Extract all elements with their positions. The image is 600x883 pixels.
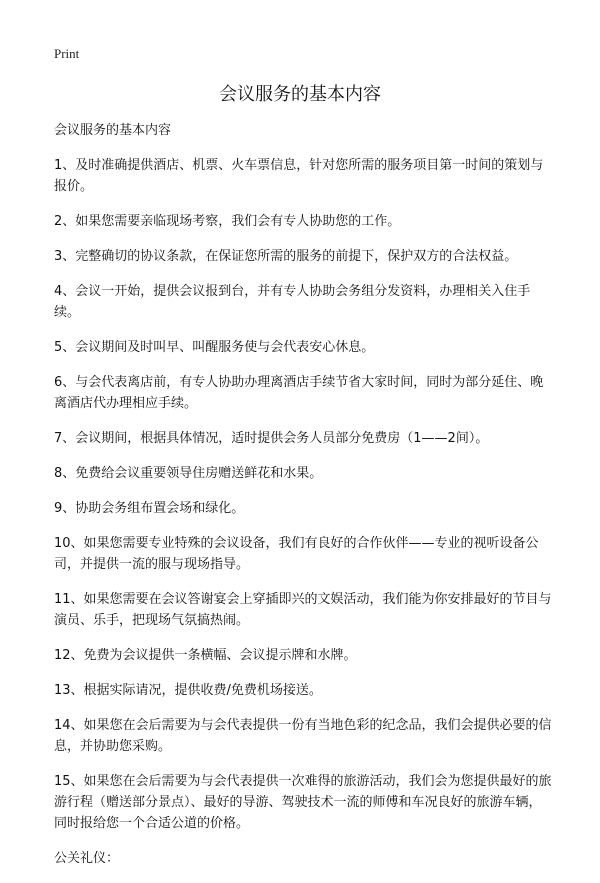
list-item: 13、根据实际请况，提供收费/免费机场接送。 (54, 683, 322, 698)
list-item: 3、完整确切的协议条款，在保证您所需的服务的前提下，保护双方的合法权益。 (54, 249, 518, 264)
list-item: 9、协助会务组布置会场和绿化。 (54, 501, 245, 516)
list-item: 5、会议期间及时叫早、叫醒服务使与会代表安心休息。 (54, 340, 375, 355)
list-item: 4、会议一开始，提供会议报到台，并有专人协助会务组分发资料，办理相关入住手续。 (54, 284, 531, 320)
list-item: 12、免费为会议提供一条横幅、会议提示牌和水牌。 (54, 648, 357, 663)
list-item: 1、及时准确提供酒店、机票、火车票信息，针对您所需的服务项目第一时间的策划与报价。 (54, 158, 544, 194)
list-item: 2、如果您需要亲临现场考察，我们会有专人协助您的工作。 (54, 214, 401, 229)
list-item: 11、如果您需要在会议答谢宴会上穿插即兴的文娱活动，我们能为你安排最好的节目与演员、乐手，把现场气氛搞热闹。 (54, 592, 552, 628)
list-item: 15、如果您在会后需要为与会代表提供一次难得的旅游活动，我们会为您提供最好的旅游行程（赠送部分景点）、最好的导游、驾驶技术一流的师傅和车况良好的旅游车辆，同时报给您一个合适公道的价格。 (54, 774, 552, 831)
list-item: 14、如果您在会后需要为与会代表提供一份有当地色彩的纪念品，我们会提供必要的信息，并协助您采购。 (54, 718, 552, 754)
section-subtitle: 会议服务的基本内容 (54, 123, 172, 138)
print-link[interactable]: Print (54, 46, 80, 61)
document-body (54, 120, 554, 883)
list-item: 8、免费给会议重要领导住房赠送鲜花和水果。 (54, 466, 323, 481)
list-item: 10、如果您需要专业特殊的会议设备，我们有良好的合作伙伴——专业的视听设备公司，并提供一流的服与现场指导。 (54, 536, 539, 572)
list-item: 6、与会代表离店前，有专人协助办理离酒店手续节省大家时间，同时为部分延住、晚离酒店代办理相应手续。 (54, 375, 544, 411)
footer-heading: 公关礼仪： (54, 851, 120, 866)
page-title: 会议服务的基本内容 (219, 84, 381, 105)
list-item: 7、会议期间，根据具体情况，适时提供会务人员部分免费房（1——2间）。 (54, 431, 489, 446)
